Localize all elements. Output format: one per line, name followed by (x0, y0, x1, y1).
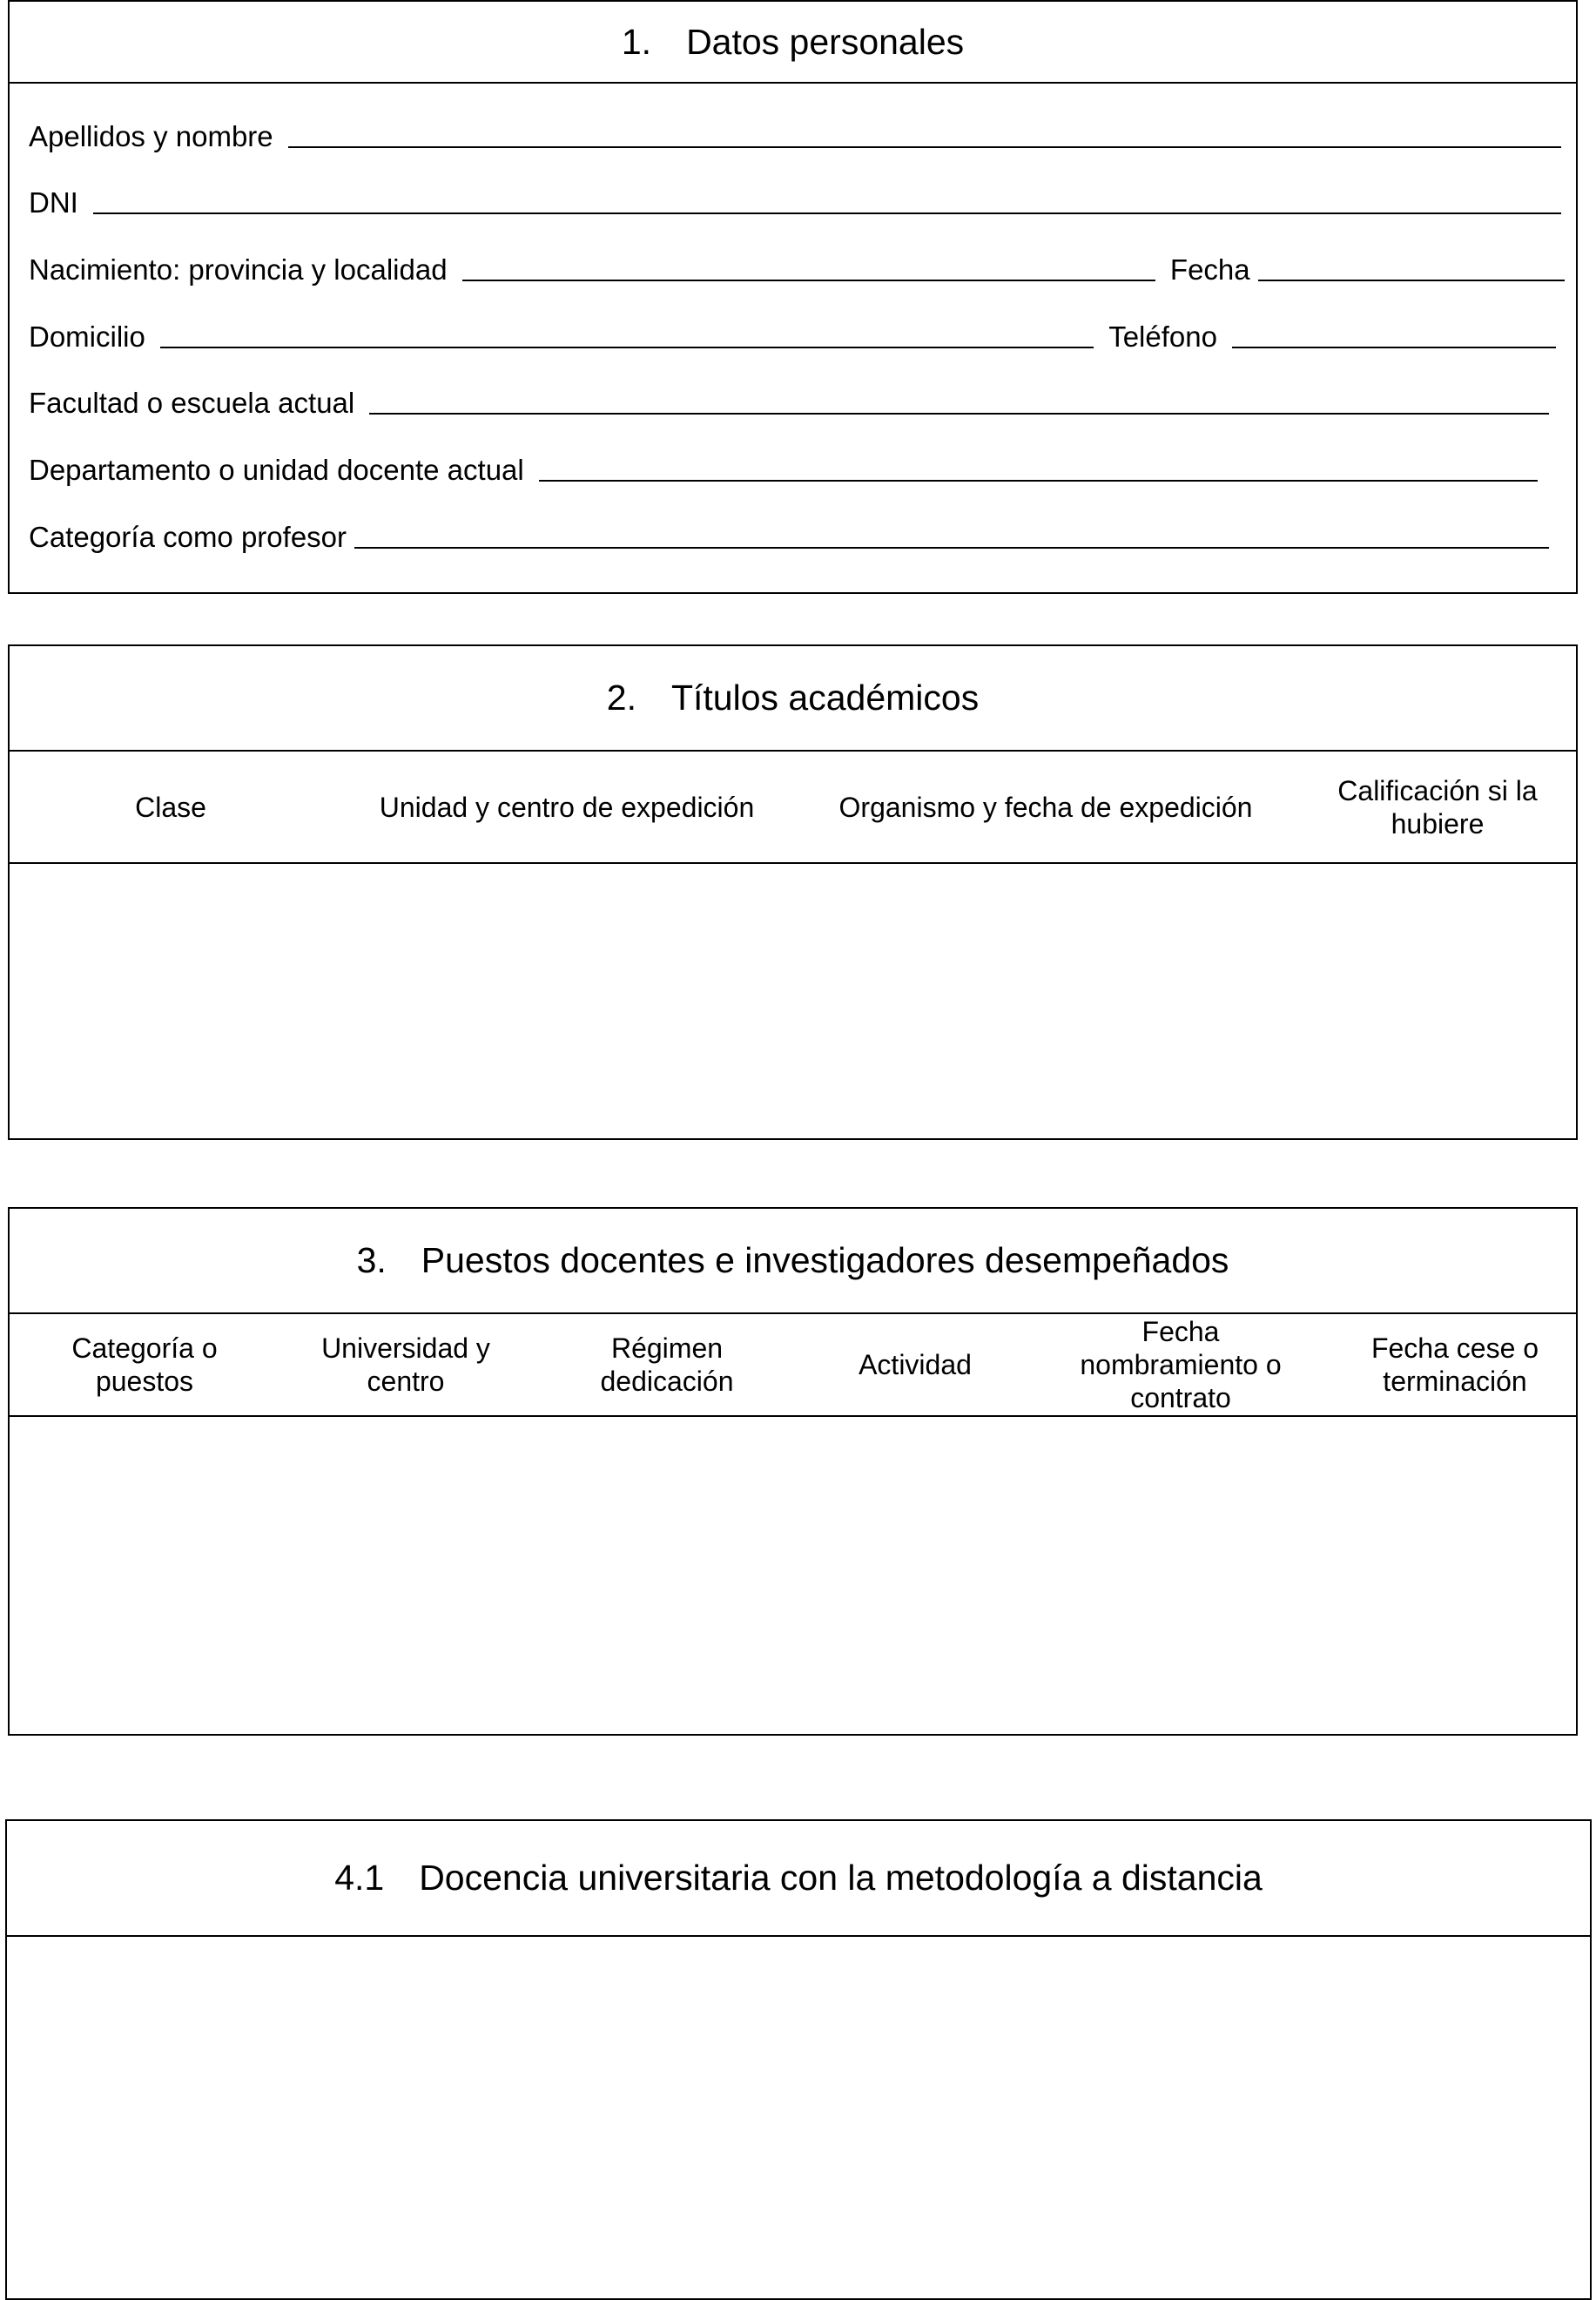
section-datos-personales (8, 0, 1578, 594)
field-label: Facultad o escuela actual (29, 387, 355, 419)
fill-line[interactable] (369, 412, 1549, 415)
column-header-fecha-cese: Fecha cese o terminación (1370, 1332, 1539, 1397)
field-label: Domicilio (29, 320, 145, 353)
column-header-regimen: Régimen dedicación (600, 1332, 734, 1397)
section-titulos-academicos (8, 644, 1578, 1140)
column-header-organismo: Organismo y fecha de expedición (838, 791, 1253, 823)
section-title (10, 1209, 1576, 1314)
column-header-calificacion: Calificación si la hubiere (1337, 774, 1538, 840)
field-departamento[interactable] (29, 455, 1538, 484)
column-header-unidad: Unidad y centro de expedición (379, 791, 755, 823)
column-header-categoria: Categoría o puestos (71, 1332, 218, 1397)
section-puestos-docentes (8, 1207, 1578, 1736)
section-title-text: Datos personales (686, 21, 965, 62)
section-title-text: Docencia universitaria con la metodología a distancia (419, 1858, 1263, 1898)
field-label-telefono: Teléfono (1108, 320, 1217, 353)
table-header-row (10, 1314, 1576, 1417)
fill-line[interactable] (462, 279, 1155, 281)
section-docencia-distancia (5, 1819, 1592, 2300)
field-label: Categoría como profesor (29, 521, 347, 553)
field-dni[interactable] (29, 188, 1561, 217)
table-header-row (10, 752, 1576, 864)
column-header-fecha-nombramiento: Fecha nombramiento o contrato (1080, 1316, 1282, 1413)
section-title (7, 1821, 1590, 1937)
fill-line[interactable] (288, 145, 1561, 148)
field-apellidos-nombre[interactable] (29, 122, 1561, 151)
section-title (10, 646, 1576, 752)
section-number: 3. (356, 1240, 387, 1280)
field-label: DNI (29, 186, 78, 219)
fill-line[interactable] (354, 546, 1549, 549)
table-body[interactable] (10, 1417, 1576, 1734)
fill-line-fecha[interactable] (1258, 279, 1565, 281)
column-header-clase: Clase (135, 791, 206, 823)
field-label: Departamento o unidad docente actual (29, 454, 524, 486)
column-header-actividad: Actividad (859, 1349, 972, 1380)
section-title-text: Títulos académicos (670, 678, 980, 718)
fill-line[interactable] (539, 479, 1538, 482)
section-body[interactable] (7, 1937, 1590, 2298)
fill-line[interactable] (93, 212, 1561, 214)
section-number: 2. (606, 678, 636, 718)
field-label: Nacimiento: provincia y localidad (29, 253, 448, 286)
field-domicilio[interactable] (29, 322, 1556, 351)
field-facultad[interactable] (29, 388, 1549, 417)
field-nacimiento[interactable] (29, 255, 1565, 284)
field-label-fecha: Fecha (1169, 253, 1250, 286)
section-title (10, 2, 1576, 84)
section-title-text: Puestos docentes e investigadores desempeñados (421, 1240, 1229, 1280)
section-number: 1. (621, 21, 652, 62)
field-label: Apellidos y nombre (29, 120, 273, 152)
section-number: 4.1 (334, 1858, 385, 1898)
field-categoria[interactable] (29, 523, 1549, 551)
table-body[interactable] (10, 864, 1576, 1138)
fill-line[interactable] (160, 346, 1094, 348)
column-header-universidad: Universidad y centro (321, 1332, 490, 1397)
fill-line-telefono[interactable] (1232, 346, 1556, 348)
